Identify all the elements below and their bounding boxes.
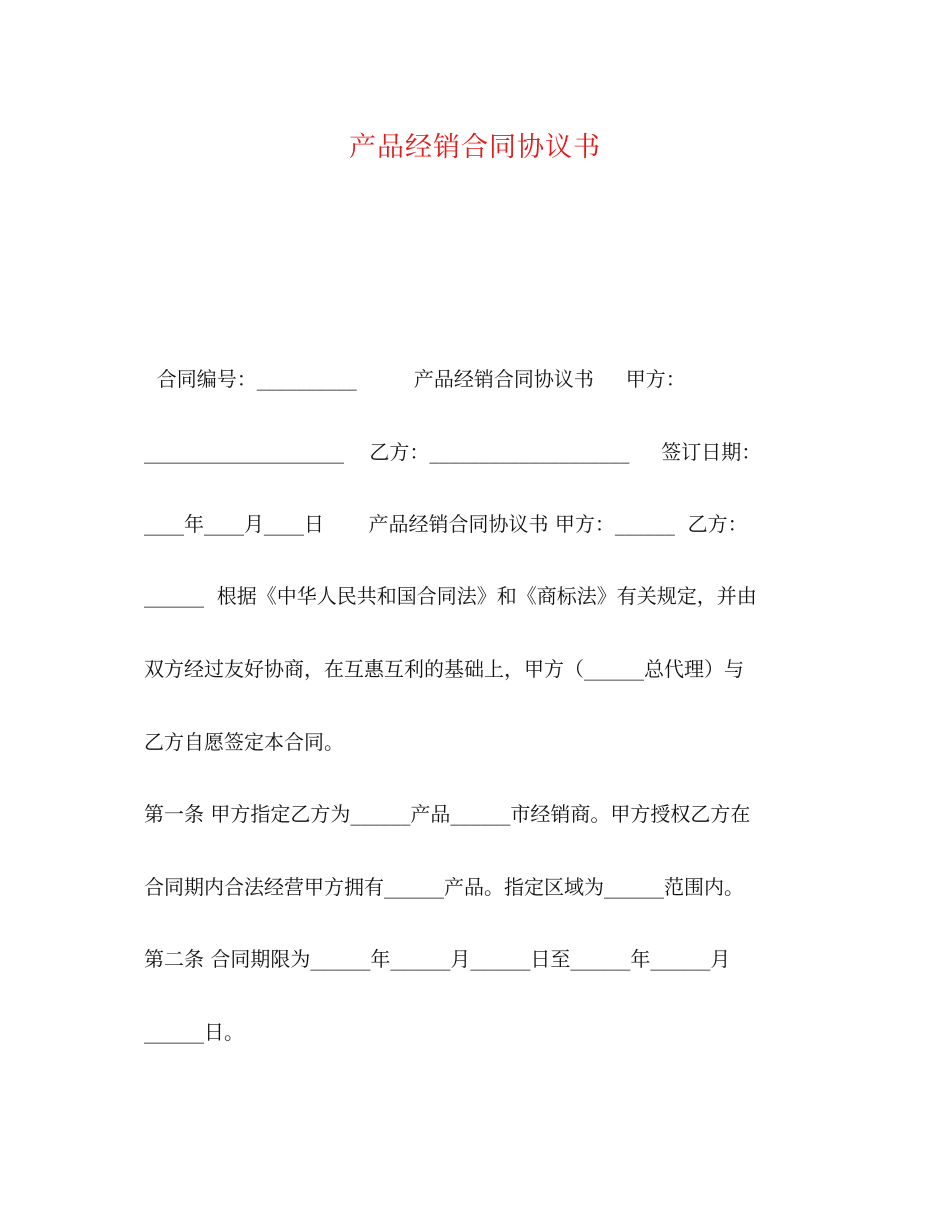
- preamble-line-1: ______ 根据《中华人民共和国合同法》和《商标法》有关规定，并由: [144, 584, 757, 608]
- article-2-line-1: 第二条 合同期限为______年______月______日至______年______月: [144, 947, 731, 971]
- date-line: ____年____月____日 产品经销合同协议书 甲方：______ 乙方：: [144, 512, 748, 536]
- article-1-line-2: 合同期内合法经营甲方拥有______产品。指定区域为______范围内。: [144, 875, 744, 899]
- preamble-line-2: 双方经过友好协商，在互惠互利的基础上，甲方（______总代理）与: [144, 657, 744, 681]
- article-1-line-1: 第一条 甲方指定乙方为______产品______市经销商。甲方授权乙方在: [144, 802, 751, 826]
- document-title: 产品经销合同协议书: [349, 132, 601, 163]
- parties-line: ____________________ 乙方：____________________ 签订日期：: [144, 440, 762, 464]
- contract-number-line: 合同编号：__________ 产品经销合同协议书 甲方：: [144, 367, 686, 391]
- preamble-line-3: 乙方自愿签定本合同。: [144, 730, 344, 754]
- article-2-line-2: ______日。: [144, 1020, 244, 1044]
